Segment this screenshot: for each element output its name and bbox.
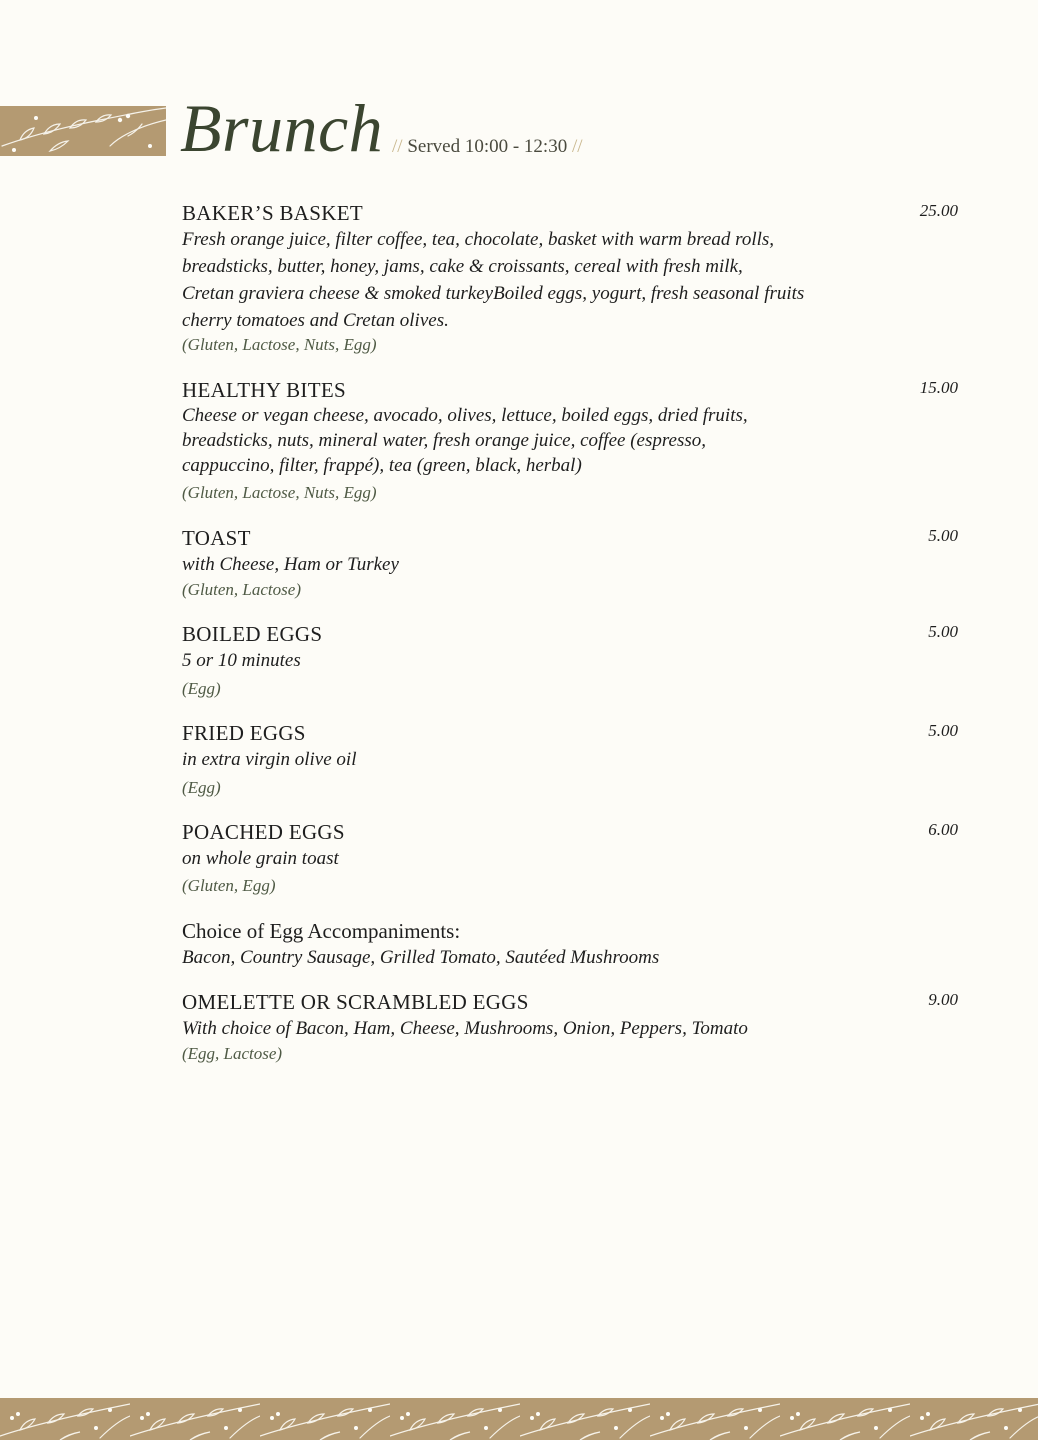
menu-item-omelette: [182, 989, 958, 1065]
item-description-line: breadsticks, butter, honey, jams, cake & croissants, cereal with fresh milk,: [182, 256, 743, 277]
menu-item-bakers-basket: [182, 200, 958, 356]
item-description-line: Cretan graviera cheese & smoked turkeyBoiled eggs, yogurt, fresh seasonal fruits: [182, 283, 805, 304]
item-description-line: with Cheese, Ham or Turkey: [182, 554, 399, 575]
item-price: 5.00: [928, 721, 958, 740]
item-price: 5.00: [928, 526, 958, 545]
item-description: [182, 647, 958, 675]
item-allergens: (Gluten, Lactose): [182, 580, 301, 599]
item-allergens: (Gluten, Lactose, Nuts, Egg): [182, 483, 377, 502]
item-description: [182, 1015, 958, 1043]
item-allergens: (Egg): [182, 679, 221, 698]
item-description-line: cappuccino, filter, frappé), tea (green, black, herbal): [182, 455, 582, 476]
item-description-line: 5 or 10 minutes: [182, 650, 301, 671]
leaf-pattern-icon: [0, 1398, 1038, 1440]
item-description-line: With choice of Bacon, Ham, Cheese, Mushrooms, Onion, Peppers, Tomato: [182, 1018, 748, 1039]
separator-left: //: [392, 136, 403, 157]
item-description: [182, 746, 958, 774]
item-allergens: (Gluten, Lactose, Nuts, Egg): [182, 335, 377, 354]
item-description-line: Cheese or vegan cheese, avocado, olives, lettuce, boiled eggs, dried fruits,: [182, 405, 748, 426]
item-allergens: (Egg): [182, 778, 221, 797]
item-price: 15.00: [919, 378, 958, 397]
decorative-leaf-band-bottom: [0, 1398, 1038, 1440]
item-description-line: on whole grain toast: [182, 848, 339, 869]
decorative-leaf-band-top: [0, 106, 166, 156]
separator-right: //: [571, 136, 583, 157]
menu-item-poached-eggs: [182, 819, 958, 899]
serving-hours-text: Served 10:00 - 12:30: [407, 136, 568, 157]
item-price: 9.00: [928, 990, 958, 1009]
item-price: 25.00: [919, 201, 958, 220]
item-name: TOAST: [182, 526, 251, 550]
item-name: OMELETTE OR SCRAMBLED EGGS: [182, 990, 529, 1014]
item-price: 6.00: [928, 820, 958, 839]
page-title: Brunch: [180, 90, 384, 166]
item-price: 5.00: [928, 622, 958, 641]
item-description: [182, 403, 958, 478]
item-description-line: cherry tomatoes and Cretan olives.: [182, 310, 449, 331]
item-description-line: breadsticks, nuts, mineral water, fresh orange juice, coffee (espresso,: [182, 430, 707, 451]
menu-item-toast: [182, 525, 958, 601]
serving-hours: [392, 136, 583, 158]
item-allergens: (Gluten, Egg): [182, 876, 276, 895]
item-description: [182, 944, 958, 972]
item-name: BAKER’S BASKET: [182, 201, 363, 225]
item-allergens: (Egg, Lactose): [182, 1044, 283, 1063]
menu-item-fried-eggs: [182, 720, 958, 802]
item-description-line: in extra virgin olive oil: [182, 749, 357, 770]
menu-item-boiled-eggs: [182, 621, 958, 703]
item-description: [182, 226, 958, 334]
item-description: [182, 551, 958, 579]
item-description: [182, 845, 958, 873]
item-name: Choice of Egg Accompaniments:: [182, 919, 461, 943]
menu-item-egg-accompaniments: [182, 918, 958, 972]
item-name: BOILED EGGS: [182, 622, 323, 646]
item-description-line: Fresh orange juice, filter coffee, tea, chocolate, basket with warm bread rolls,: [182, 229, 775, 250]
item-name: HEALTHY BITES: [182, 378, 346, 402]
item-name: POACHED EGGS: [182, 820, 345, 844]
item-description-line: Bacon, Country Sausage, Grilled Tomato, Sautéed Mushrooms: [182, 947, 660, 968]
menu-item-healthy-bites: [182, 377, 958, 508]
leaf-pattern-icon: [0, 106, 166, 156]
item-name: FRIED EGGS: [182, 721, 306, 745]
